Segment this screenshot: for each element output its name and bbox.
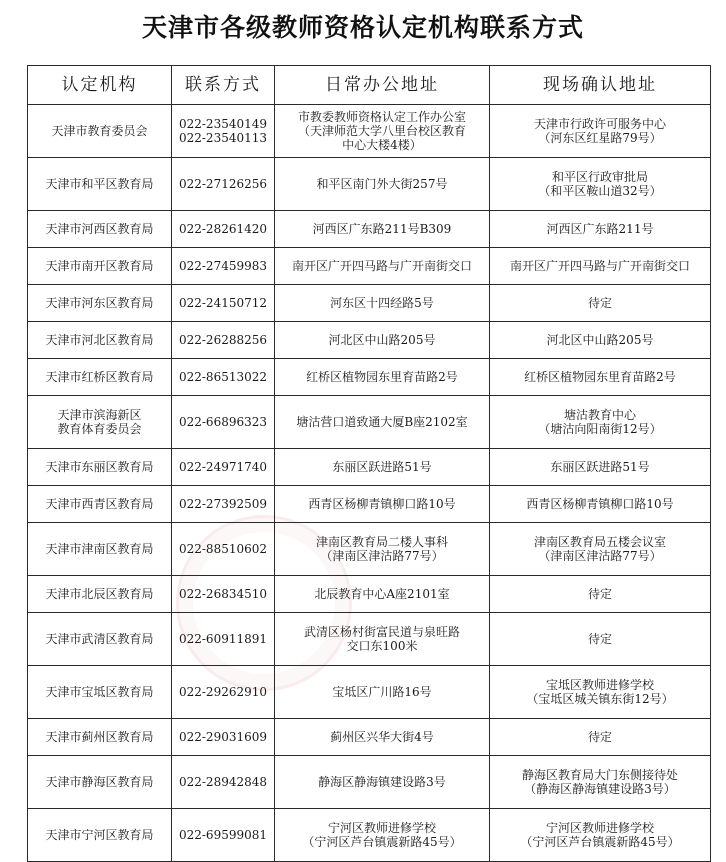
office-address-cell-text: 南开区广开四马路与广开南街交口 bbox=[291, 259, 472, 273]
confirm-address-cell bbox=[490, 211, 711, 248]
org-cell bbox=[28, 756, 172, 809]
table-row bbox=[28, 322, 711, 359]
confirm-address-cell bbox=[490, 359, 711, 396]
phone-cell-text: 022-60911891 bbox=[178, 632, 268, 646]
phone-cell-text: 022-23540149 022-23540113 bbox=[178, 117, 268, 145]
office-address-cell-text: 红桥区植物园东里育苗路2号 bbox=[306, 370, 458, 384]
confirm-address-cell-text: 河西区广东路211号 bbox=[546, 222, 654, 236]
phone-cell bbox=[172, 576, 275, 613]
table-body bbox=[28, 105, 711, 862]
office-address-cell-text: 静海区静海镇建设路3号 bbox=[318, 775, 446, 789]
org-cell bbox=[28, 719, 172, 756]
phone-cell-text: 022-24971740 bbox=[178, 460, 268, 474]
office-address-cell bbox=[275, 613, 490, 666]
phone-cell bbox=[172, 396, 275, 449]
office-address-cell-text: 津南区教育局二楼人事科 （津南区津沽路77号） bbox=[315, 535, 448, 563]
office-address-cell bbox=[275, 449, 490, 486]
confirm-address-cell-text: 塘沽教育中心 （塘沽向阳南街12号） bbox=[538, 408, 662, 436]
org-cell bbox=[28, 396, 172, 449]
org-cell-text: 天津市宝坻区教育局 bbox=[45, 685, 154, 699]
office-address-cell bbox=[275, 809, 490, 862]
office-address-cell bbox=[275, 285, 490, 322]
header-cell: 现场确认地址 bbox=[490, 66, 711, 105]
org-cell-text: 天津市教育委员会 bbox=[51, 124, 148, 138]
org-cell bbox=[28, 211, 172, 248]
confirm-address-cell-text: 待定 bbox=[587, 632, 612, 646]
confirm-address-cell bbox=[490, 449, 711, 486]
phone-cell bbox=[172, 486, 275, 523]
confirm-address-cell-text: 河北区中山路205号 bbox=[546, 333, 654, 347]
contact-table bbox=[27, 65, 711, 862]
phone-cell-text: 022-86513022 bbox=[178, 370, 268, 384]
office-address-cell bbox=[275, 719, 490, 756]
org-cell-text: 天津市南开区教育局 bbox=[45, 259, 154, 273]
org-cell-text: 天津市津南区教育局 bbox=[45, 542, 154, 556]
org-cell bbox=[28, 285, 172, 322]
table-row bbox=[28, 248, 711, 285]
confirm-address-cell bbox=[490, 486, 711, 523]
confirm-address-cell-text: 待定 bbox=[587, 730, 612, 744]
org-cell bbox=[28, 359, 172, 396]
phone-cell bbox=[172, 285, 275, 322]
office-address-cell bbox=[275, 322, 490, 359]
confirm-address-cell bbox=[490, 576, 711, 613]
confirm-address-cell-text: 宝坻区教师进修学校 （宝坻区城关镇东街12号） bbox=[526, 678, 674, 706]
table-row bbox=[28, 105, 711, 158]
confirm-address-cell bbox=[490, 322, 711, 359]
phone-cell bbox=[172, 719, 275, 756]
confirm-address-cell bbox=[490, 105, 711, 158]
table-row bbox=[28, 666, 711, 719]
table-row bbox=[28, 756, 711, 809]
office-address-cell-text: 宁河区教师进修学校 （宁河区芦台镇震新路45号） bbox=[302, 821, 462, 849]
confirm-address-cell-text: 静海区教育局大门东侧接待处 （静海区静海镇建设路3号） bbox=[521, 768, 678, 796]
office-address-cell-text: 河北区中山路205号 bbox=[328, 333, 436, 347]
table-row bbox=[28, 449, 711, 486]
org-cell-text: 天津市东丽区教育局 bbox=[45, 460, 154, 474]
confirm-address-cell-text: 红桥区植物园东里育苗路2号 bbox=[524, 370, 676, 384]
phone-cell-text: 022-69599081 bbox=[178, 828, 268, 842]
office-address-cell bbox=[275, 486, 490, 523]
office-address-cell bbox=[275, 105, 490, 158]
office-address-cell bbox=[275, 248, 490, 285]
org-cell bbox=[28, 449, 172, 486]
org-cell-text: 天津市宁河区教育局 bbox=[45, 828, 154, 842]
phone-cell-text: 022-26834510 bbox=[178, 587, 268, 601]
confirm-address-cell bbox=[490, 158, 711, 211]
table-row bbox=[28, 486, 711, 523]
confirm-address-cell-text: 西青区杨柳青镇柳口路10号 bbox=[526, 497, 674, 511]
org-cell-text: 天津市武清区教育局 bbox=[45, 632, 154, 646]
phone-cell-text: 022-66896323 bbox=[178, 415, 268, 429]
org-cell-text: 天津市蓟州区教育局 bbox=[45, 730, 154, 744]
office-address-cell-text: 宝坻区广川路16号 bbox=[332, 685, 432, 699]
header-cell: 认定机构 bbox=[28, 66, 172, 105]
org-cell bbox=[28, 809, 172, 862]
phone-cell-text: 022-28261420 bbox=[178, 222, 268, 236]
confirm-address-cell bbox=[490, 285, 711, 322]
table-row bbox=[28, 359, 711, 396]
org-cell bbox=[28, 105, 172, 158]
confirm-address-cell-text: 南开区广开四马路与广开南街交口 bbox=[509, 259, 690, 273]
office-address-cell bbox=[275, 666, 490, 719]
office-address-cell-text: 河东区十四经路5号 bbox=[330, 296, 434, 310]
org-cell bbox=[28, 248, 172, 285]
confirm-address-cell-text: 待定 bbox=[587, 587, 612, 601]
header-row bbox=[28, 66, 711, 105]
confirm-address-cell-text: 东丽区跃进路51号 bbox=[550, 460, 650, 474]
phone-cell-text: 022-29031609 bbox=[178, 730, 268, 744]
confirm-address-cell bbox=[490, 613, 711, 666]
office-address-cell bbox=[275, 576, 490, 613]
org-cell-text: 天津市红桥区教育局 bbox=[45, 370, 154, 384]
org-cell-text: 天津市河东区教育局 bbox=[45, 296, 154, 310]
page-title: 天津市各级教师资格认定机构联系方式 bbox=[141, 13, 584, 42]
header-cell: 联系方式 bbox=[172, 66, 275, 105]
phone-cell bbox=[172, 248, 275, 285]
office-address-cell-text: 河西区广东路211号B309 bbox=[312, 222, 452, 236]
office-address-cell-text: 北辰教育中心A座2101室 bbox=[314, 587, 450, 601]
table-row bbox=[28, 158, 711, 211]
phone-cell bbox=[172, 105, 275, 158]
table-row bbox=[28, 809, 711, 862]
phone-cell-text: 022-24150712 bbox=[178, 296, 268, 310]
header-cell: 日常办公地址 bbox=[275, 66, 490, 105]
org-cell bbox=[28, 486, 172, 523]
confirm-address-cell bbox=[490, 809, 711, 862]
phone-cell bbox=[172, 523, 275, 576]
phone-cell-text: 022-27392509 bbox=[178, 497, 268, 511]
confirm-address-cell bbox=[490, 719, 711, 756]
org-cell-text: 天津市静海区教育局 bbox=[45, 775, 154, 789]
office-address-cell-text: 西青区杨柳青镇柳口路10号 bbox=[308, 497, 456, 511]
org-cell bbox=[28, 666, 172, 719]
org-cell-text: 天津市西青区教育局 bbox=[45, 497, 154, 511]
phone-cell bbox=[172, 756, 275, 809]
office-address-cell bbox=[275, 211, 490, 248]
confirm-address-cell bbox=[490, 523, 711, 576]
table-row bbox=[28, 523, 711, 576]
office-address-cell-text: 东丽区跃进路51号 bbox=[332, 460, 432, 474]
phone-cell bbox=[172, 158, 275, 211]
confirm-address-cell-text: 天津市行政许可服务中心 （河东区红星路79号） bbox=[533, 117, 666, 145]
office-address-cell-text: 和平区南门外大街257号 bbox=[316, 177, 448, 191]
confirm-address-cell bbox=[490, 756, 711, 809]
confirm-address-cell-text: 津南区教育局五楼会议室 （津南区津沽路77号） bbox=[533, 535, 666, 563]
table-row bbox=[28, 211, 711, 248]
office-address-cell-text: 塘沽营口道致通大厦B座2102室 bbox=[296, 415, 468, 429]
org-cell bbox=[28, 613, 172, 666]
confirm-address-cell-text: 和平区行政审批局 （和平区鞍山道32号） bbox=[538, 170, 662, 198]
org-cell bbox=[28, 322, 172, 359]
office-address-cell-text: 蓟州区兴华大街4号 bbox=[330, 730, 434, 744]
office-address-cell bbox=[275, 359, 490, 396]
office-address-cell bbox=[275, 158, 490, 211]
confirm-address-cell bbox=[490, 248, 711, 285]
table-row bbox=[28, 719, 711, 756]
phone-cell bbox=[172, 322, 275, 359]
office-address-cell-text: 市教委教师资格认定工作办公室 （天津师范大学八里台校区教育 中心大楼4楼） bbox=[297, 110, 466, 152]
org-cell-text: 天津市河西区教育局 bbox=[45, 222, 154, 236]
phone-cell bbox=[172, 359, 275, 396]
confirm-address-cell-text: 待定 bbox=[587, 296, 612, 310]
confirm-address-cell bbox=[490, 396, 711, 449]
office-address-cell bbox=[275, 396, 490, 449]
phone-cell-text: 022-88510602 bbox=[178, 542, 268, 556]
org-cell-text: 天津市河北区教育局 bbox=[45, 333, 154, 347]
phone-cell-text: 022-29262910 bbox=[178, 685, 268, 699]
office-address-cell-text: 武清区杨村街富民道与泉旺路 交口东100米 bbox=[303, 625, 460, 653]
org-cell bbox=[28, 158, 172, 211]
phone-cell-text: 022-28942848 bbox=[178, 775, 268, 789]
phone-cell bbox=[172, 666, 275, 719]
phone-cell bbox=[172, 613, 275, 666]
phone-cell-text: 022-26288256 bbox=[178, 333, 268, 347]
table-row bbox=[28, 285, 711, 322]
phone-cell bbox=[172, 809, 275, 862]
office-address-cell bbox=[275, 523, 490, 576]
org-cell bbox=[28, 576, 172, 613]
table-row bbox=[28, 396, 711, 449]
confirm-address-cell bbox=[490, 666, 711, 719]
confirm-address-cell-text: 宁河区教师进修学校 （宁河区芦台镇震新路45号） bbox=[520, 821, 680, 849]
office-address-cell bbox=[275, 756, 490, 809]
table-row bbox=[28, 613, 711, 666]
org-cell bbox=[28, 523, 172, 576]
org-cell-text: 天津市和平区教育局 bbox=[45, 177, 154, 191]
org-cell-text: 天津市滨海新区 教育体育委员会 bbox=[57, 408, 142, 436]
phone-cell bbox=[172, 449, 275, 486]
phone-cell bbox=[172, 211, 275, 248]
phone-cell-text: 022-27126256 bbox=[178, 177, 268, 191]
org-cell-text: 天津市北辰区教育局 bbox=[45, 587, 154, 601]
phone-cell-text: 022-27459983 bbox=[178, 259, 268, 273]
table-row bbox=[28, 576, 711, 613]
